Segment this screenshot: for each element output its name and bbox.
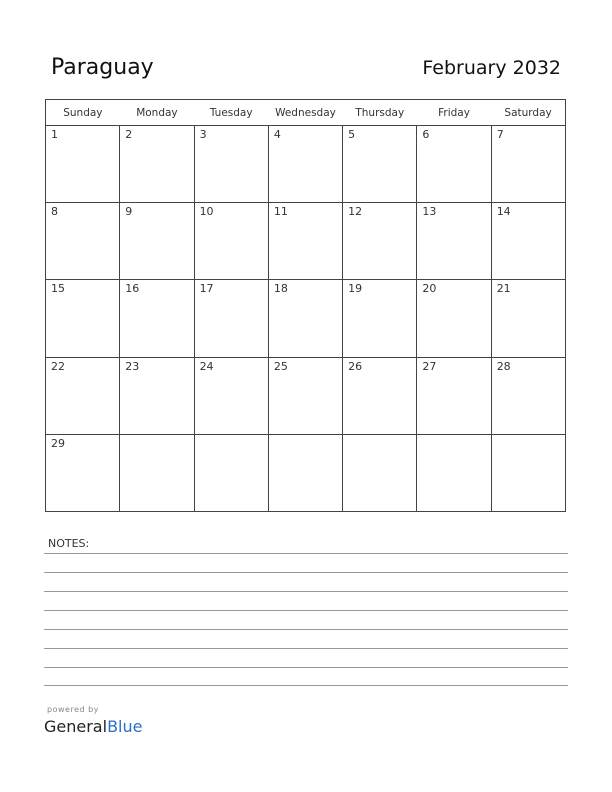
weekday-header: Friday	[417, 100, 491, 126]
day-cell	[268, 434, 342, 511]
week-row	[46, 203, 566, 280]
brand-logo	[44, 717, 142, 736]
day-cell	[120, 434, 194, 511]
day-cell	[417, 434, 491, 511]
weekday-header: Saturday	[491, 100, 565, 126]
brand-blue: Blue	[107, 717, 143, 736]
day-cell	[343, 434, 417, 511]
weekday-header: Sunday	[46, 100, 120, 126]
day-cell: 12	[343, 203, 417, 280]
day-cell: 28	[491, 357, 565, 434]
day-cell: 27	[417, 357, 491, 434]
calendar-grid	[45, 99, 566, 512]
day-cell: 22	[46, 357, 120, 434]
week-row	[46, 126, 566, 203]
notes-label: NOTES:	[48, 537, 90, 550]
brand-general: General	[44, 717, 108, 736]
day-cell: 7	[491, 126, 565, 203]
day-cell: 14	[491, 203, 565, 280]
day-cell: 17	[194, 280, 268, 357]
day-cell: 24	[194, 357, 268, 434]
day-cell: 21	[491, 280, 565, 357]
note-line	[44, 553, 568, 554]
day-cell: 29	[46, 434, 120, 511]
note-line	[44, 572, 568, 573]
day-cell: 5	[343, 126, 417, 203]
day-cell: 8	[46, 203, 120, 280]
note-line	[44, 685, 568, 686]
day-cell: 9	[120, 203, 194, 280]
weekday-header-row	[46, 100, 566, 126]
day-cell: 15	[46, 280, 120, 357]
note-line	[44, 591, 568, 592]
powered-by-text: powered by	[47, 705, 99, 714]
day-cell: 16	[120, 280, 194, 357]
day-cell: 6	[417, 126, 491, 203]
day-cell: 20	[417, 280, 491, 357]
day-cell	[491, 434, 565, 511]
weekday-header: Monday	[120, 100, 194, 126]
day-cell: 25	[268, 357, 342, 434]
day-cell: 3	[194, 126, 268, 203]
day-cell: 18	[268, 280, 342, 357]
day-cell: 11	[268, 203, 342, 280]
weekday-header: Tuesday	[194, 100, 268, 126]
day-cell: 13	[417, 203, 491, 280]
week-row	[46, 434, 566, 511]
weekday-header: Thursday	[343, 100, 417, 126]
day-cell: 26	[343, 357, 417, 434]
note-line	[44, 667, 568, 668]
day-cell: 4	[268, 126, 342, 203]
day-cell: 10	[194, 203, 268, 280]
note-line	[44, 610, 568, 611]
day-cell	[194, 434, 268, 511]
weekday-header: Wednesday	[268, 100, 342, 126]
note-line	[44, 629, 568, 630]
day-cell: 19	[343, 280, 417, 357]
week-row	[46, 280, 566, 357]
country-title: Paraguay	[51, 55, 154, 80]
week-row	[46, 357, 566, 434]
day-cell: 1	[46, 126, 120, 203]
day-cell: 23	[120, 357, 194, 434]
note-line	[44, 648, 568, 649]
month-title: February 2032	[422, 57, 561, 79]
day-cell: 2	[120, 126, 194, 203]
